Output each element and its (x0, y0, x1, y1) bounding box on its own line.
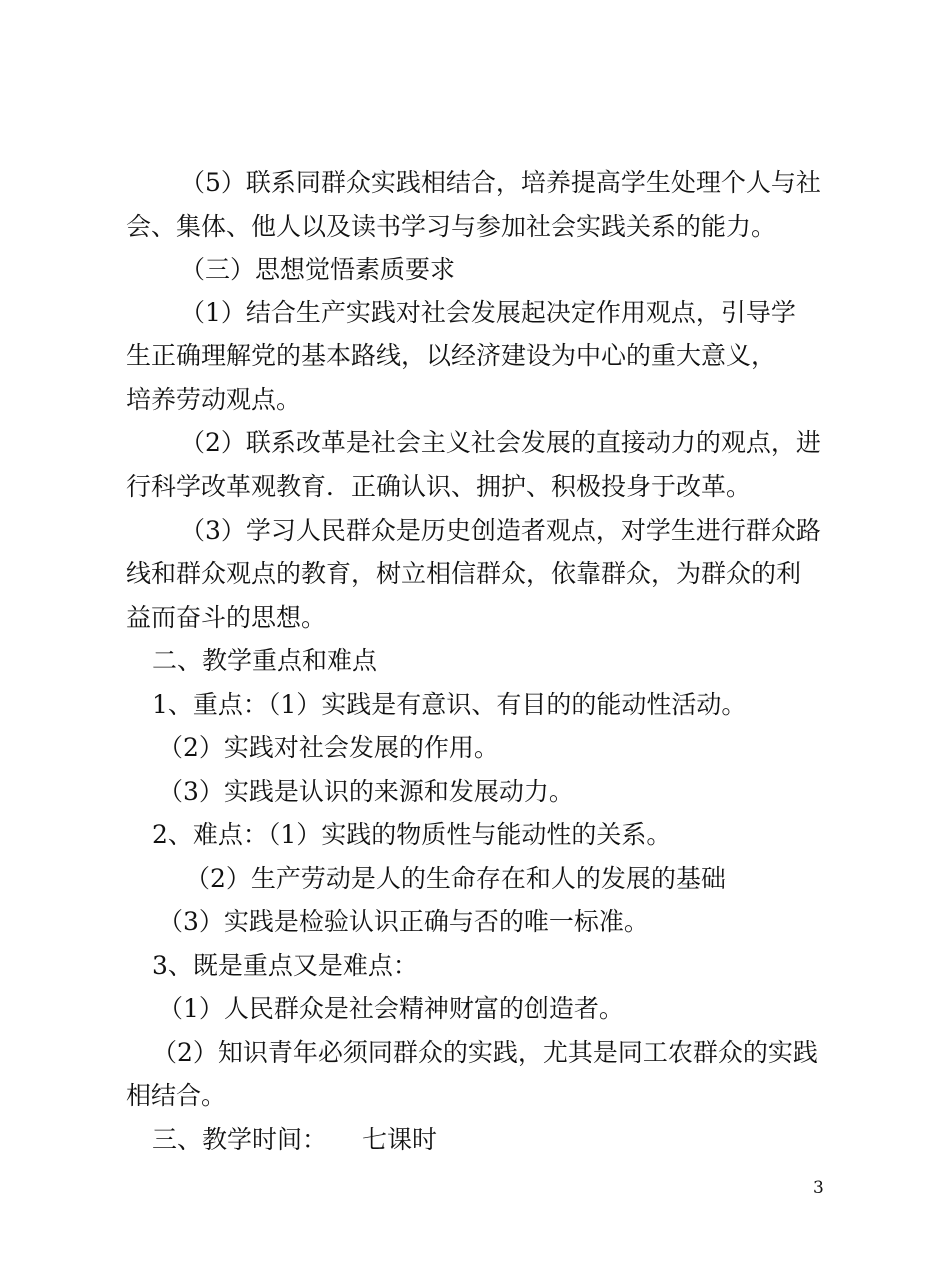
text-line: 2、难点：（1）实践的物质性与能动性的关系。 (152, 820, 672, 849)
text-line: （2）生产劳动是人的生命存在和人的发展的基础 (185, 864, 726, 893)
text-line: 行科学改革观教育．正确认识、拥护、积极投身于改革。 (126, 472, 752, 501)
text-line: （2）实践对社会发展的作用。 (158, 733, 499, 762)
text-line: （2）联系改革是社会主义社会发展的直接动力的观点，进 (180, 428, 821, 457)
text-line: （3）实践是认识的来源和发展动力。 (158, 777, 574, 806)
section-heading: 三、教学时间： (152, 1125, 328, 1154)
text-line: （2）知识青年必须同群众的实践，尤其是同工农群众的实践 (152, 1038, 818, 1067)
text-line: （5）联系同群众实践相结合，培养提高学生处理个人与社 (180, 168, 821, 197)
text-line: 相结合。 (126, 1081, 227, 1110)
text-line: 线和群众观点的教育，树立相信群众，依靠群众，为群众的利 (126, 559, 802, 588)
text-line: 七课时 (362, 1125, 438, 1154)
text-line: 会、集体、他人以及读书学习与参加社会实践关系的能力。 (126, 212, 777, 241)
text-line: 培养劳动观点。 (126, 385, 302, 414)
page-number: 3 (813, 1178, 824, 1198)
text-line: （3）实践是检验认识正确与否的唯一标准。 (158, 907, 649, 936)
section-heading: （三）思想觉悟素质要求 (180, 255, 456, 284)
text-line: 3、既是重点又是难点： (152, 951, 418, 980)
text-line: 生正确理解党的基本路线，以经济建设为中心的重大意义， (126, 341, 777, 370)
text-line: 益而奋斗的思想。 (126, 603, 327, 632)
text-line: （1）人民群众是社会精神财富的创造者。 (158, 994, 624, 1023)
text-line: 1、重点：（1）实践是有意识、有目的的能动性活动。 (152, 690, 747, 719)
section-heading: 二、教学重点和难点 (152, 646, 378, 675)
text-line: （1）结合生产实践对社会发展起决定作用观点，引导学 (180, 298, 796, 327)
text-line: （3）学习人民群众是历史创造者观点，对学生进行群众路 (180, 516, 821, 545)
